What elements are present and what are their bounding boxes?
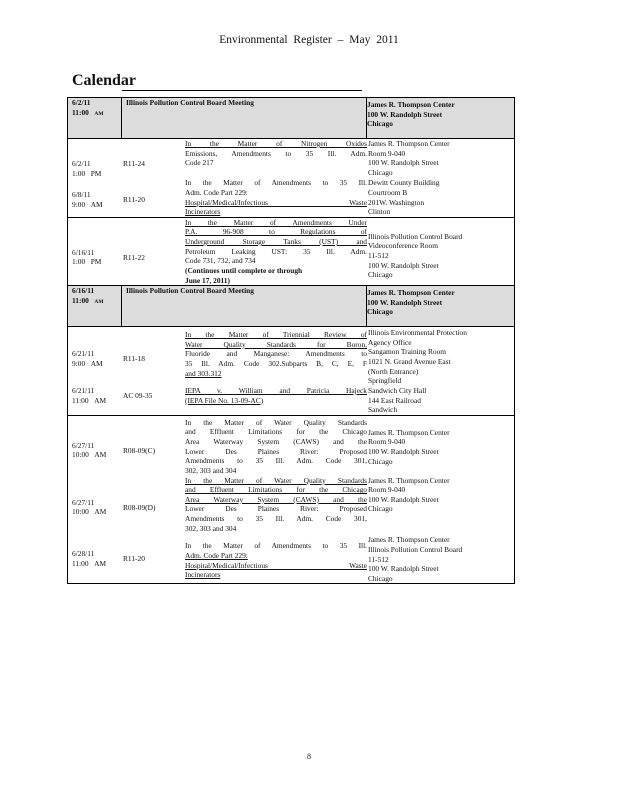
hearing-subject: In the Matter of Water Quality Standards and Effluent Limitations for the Chicago Area Waterway System (CAWS) and the Lower Des Plaines River: Proposed Amendments to 35 Ill. Adm. Code 301, 302, 303 and 304	[185, 475, 367, 533]
hearing-date: 6/21/11 11:00 AM	[72, 385, 107, 405]
case-number: R11-24	[123, 159, 145, 168]
meeting-title: Illinois Pollution Control Board Meeting	[122, 286, 367, 327]
hearing-subject: In the Matter of Amendments to 35 Ill. Adm. Code Part 229: Hospital/Medical/Infectious Waste Incinerators	[185, 541, 367, 580]
hearing-row	[68, 386, 515, 415]
hearing-date: 6/16/11 1:00 PM	[72, 247, 102, 267]
hearing-location: Illinois Environmental Protection Agency Office Sangamon Training Room 1021 N. Grand Avenue East (North Entrance) Springfield	[368, 328, 467, 386]
hearing-row	[68, 327, 515, 386]
hearing-date: 6/21/11 9:00 AM	[72, 349, 103, 368]
hearing-group	[68, 327, 515, 416]
hearing-subject: IEPA v. William and Patricia Hajeck (IEPA File No. 13-09-AC)	[185, 385, 367, 405]
case-number: R11-20	[123, 195, 145, 205]
hearing-location: James R. Thompson Center Illinois Pollution Control Board 11-512 100 W. Randolph Street Chicago	[368, 535, 463, 583]
meeting-title: Illinois Pollution Control Board Meeting	[122, 98, 367, 139]
page-header: Environmental Register – May 2011	[219, 34, 399, 46]
hearing-location: Dewitt County Building Courtroom B 201W. Washington Clinton	[368, 178, 440, 217]
page-number: 8	[307, 752, 311, 761]
hearing-group	[68, 217, 515, 285]
meeting-date: 6/2/11 11:00 AM	[68, 98, 122, 139]
hearing-subject: In the Matter of Triennial Review of Water Quality Standards for Boron, Fluoride and Manganese: Amendments to 35 Ill. Adm. Code 302.Subparts B, C, E, F and 303.312	[185, 330, 367, 378]
hearing-date: 6/2/11 1:00 PM	[72, 159, 102, 178]
hearing-location: James R. Thompson Center Room 9-040 100 W. Randolph Street Chicago	[368, 139, 450, 177]
case-number: R11-20	[123, 554, 145, 564]
hearing-date: 6/27/11 10:00 AM	[72, 497, 107, 517]
hearing-group	[68, 139, 515, 218]
hearing-date: 6/27/11 10:00 AM	[72, 440, 107, 460]
hearing-group	[68, 415, 515, 584]
hearing-location: Sandwich City Hall 144 East Railroad Sandwich	[368, 385, 427, 415]
hearing-subject: In the Matter of Nitrogen Oxides Emissions, Amendments to 35 Ill. Adm. Code 217	[185, 139, 367, 168]
hearing-date: 6/28/11 11:00 AM	[72, 549, 107, 568]
hearing-row	[68, 533, 515, 583]
hearing-row	[68, 139, 515, 178]
board-meeting-row	[68, 98, 515, 139]
hearing-row	[68, 416, 515, 476]
hearing-location: Illinois Pollution Control Board Videoconference Room 11-512 100 W. Randolph Street Chicago	[368, 231, 463, 280]
hearing-date: 6/8/11 9:00 AM	[72, 190, 103, 209]
case-number: AC 09-35	[123, 390, 153, 400]
board-meeting-row	[68, 286, 515, 327]
hearing-row	[68, 178, 515, 217]
hearing-location: James R. Thompson Center Room 9-040 100 W. Randolph Street Chicago	[368, 427, 450, 466]
hearing-subject: In the Matter of Amendments to 35 Ill. Adm. Code Part 229: Hospital/Medical/Infectious Waste Incinerators	[185, 178, 367, 217]
calendar-table	[67, 97, 515, 584]
meeting-location: James R. Thompson Center 100 W. Randolph Street Chicago	[367, 98, 515, 139]
case-number: R11-22	[123, 252, 145, 262]
meeting-date: 6/16/11 11:00 AM	[68, 286, 122, 327]
hearing-location: James R. Thompson Center Room 9-040 100 W. Randolph Street Chicago	[368, 475, 450, 514]
section-title-rule	[122, 90, 362, 91]
case-number: R11-18	[123, 354, 145, 364]
section-title: Calendar	[72, 72, 136, 89]
hearing-row	[68, 218, 515, 285]
case-number: R08-09(D)	[123, 502, 156, 512]
hearing-subject: In the Matter of Water Quality Standards and Effluent Limitations for the Chicago Area Waterway System (CAWS) and the Lower Des Plaines River: Proposed Amendments to 35 Ill. Adm. Code 301, 302, 303 and 304	[185, 417, 367, 475]
case-number: R08-09(C)	[123, 445, 156, 455]
meeting-location: James R. Thompson Center 100 W. Randolph Street Chicago	[367, 286, 515, 327]
hearing-row	[68, 476, 515, 534]
hearing-subject: In the Matter of Amendments Under P.A. 96-908 to Regulations of Underground Storage Tanks (UST) and Petroleum Leaking UST: 35 Ill. Adm. Code 731, 732, and 734 (Continues until complete or through June 17, 2011)	[185, 217, 367, 285]
